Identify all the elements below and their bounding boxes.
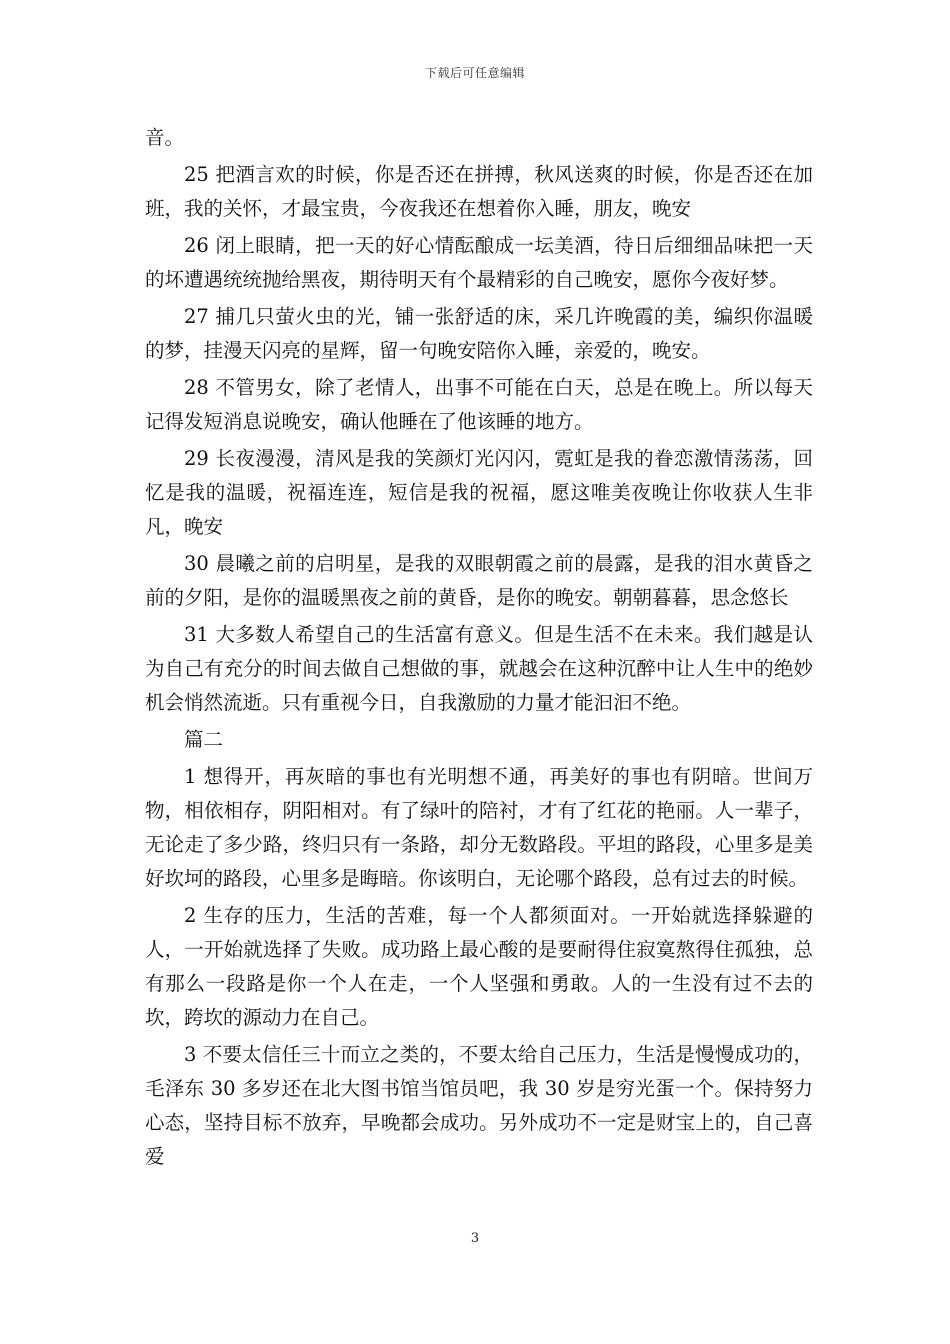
paragraph: 27 捕几只萤火虫的光，铺一张舒适的床，采几许晚霞的美，编织你温暖的梦，挂漫天闪亮的星辉，留一句晚安陪你入睡，亲爱的，晚安。	[145, 305, 813, 362]
section-heading: 篇二	[184, 728, 224, 751]
paragraph: 25 把酒言欢的时候，你是否还在拼搏，秋风送爽的时候，你是否还在加班，我的关怀，才最宝贵，今夜我还在想着你入睡，朋友，晚安	[145, 163, 813, 220]
paragraph: 30 晨曦之前的启明星，是我的双眼朝霞之前的晨露，是我的泪水黄昏之前的夕阳，是你的温暖黑夜之前的黄昏，是你的晚安。朝朝暮暮，思念悠长	[145, 552, 813, 609]
paragraph: 31 大多数人希望自己的生活富有意义。但是生活不在未来。我们越是认为自己有充分的时间去做自己想做的事，就越会在这种沉醉中让人生中的绝妙机会悄然流逝。只有重视今日，自我激励的力量才能汩汩不绝。	[145, 623, 813, 714]
paragraph: 1 想得开，再灰暗的事也有光明想不通，再美好的事也有阴暗。世间万物，相依相存，阴阳相对。有了绿叶的陪衬，才有了红花的艳丽。人一辈子，无论走了多少路，终归只有一条路，却分无数路段。平坦的路段，心里多是美好坎坷的路段，心里多是晦暗。你该明白，无论哪个路段，总有过去的时候。	[145, 765, 813, 890]
paragraph: 音。	[145, 126, 185, 149]
paragraph: 29 长夜漫漫，清风是我的笑颜灯光闪闪，霓虹是我的眷恋激情荡荡，回忆是我的温暖，祝福连连，短信是我的祝福，愿这唯美夜晚让你收获人生非凡，晚安	[145, 447, 813, 538]
page-header: 下载后可任意编辑	[424, 66, 525, 80]
paragraph: 28 不管男女，除了老情人，出事不可能在白天，总是在晚上。所以每天记得发短消息说晚安，确认他睡在了他该睡的地方。	[145, 376, 813, 433]
paragraph: 2 生存的压力，生活的苦难，每一个人都须面对。一开始就选择躲避的人，一开始就选择了失败。成功路上最心酸的是要耐得住寂寞熬得住孤独，总有那么一段路是你一个人在走，一个人坚强和勇敢。人的一生没有过不去的坎，跨坎的源动力在自己。	[145, 904, 813, 1029]
page-number: 3	[470, 1231, 480, 1246]
paragraph: 3 不要太信任三十而立之类的，不要太给自己压力，生活是慢慢成功的，毛泽东 30 多岁还在北大图书馆当馆员吧，我 30 岁是穷光蛋一个。保持努力心态，坚持目标不放弃，早晚都会成功。另外成功不一定是财宝上的，自己喜爱	[145, 1043, 813, 1168]
document-body	[145, 121, 813, 1177]
paragraph: 26 闭上眼睛，把一天的好心情酝酿成一坛美酒，待日后细细品味把一天的坏遭遇统统抛给黑夜，期待明天有个最精彩的自己晚安，愿你今夜好梦。	[145, 234, 813, 291]
